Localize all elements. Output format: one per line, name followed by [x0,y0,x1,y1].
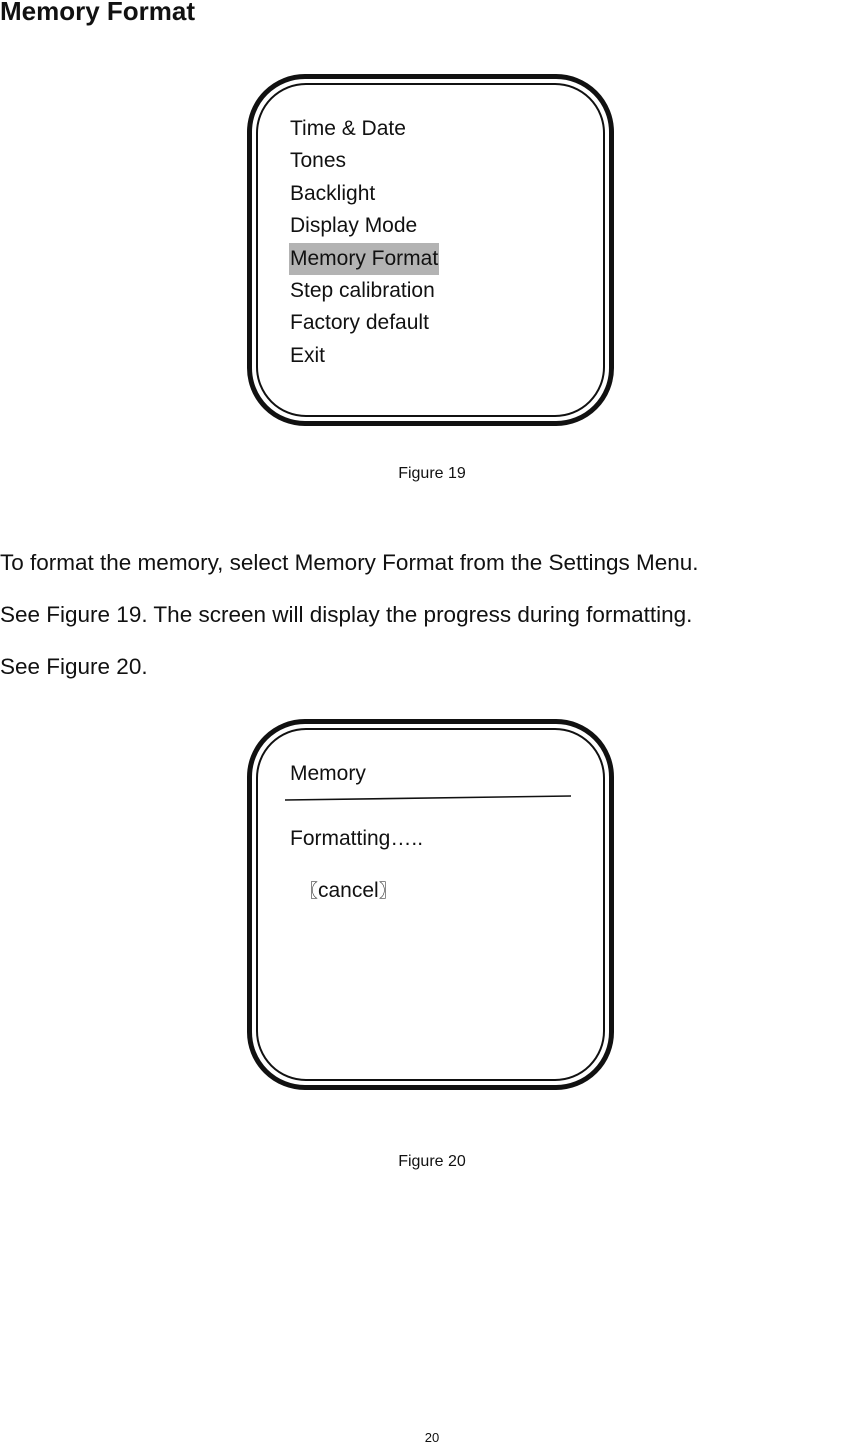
menu-item-display-mode[interactable]: Display Mode [290,214,418,238]
menu-item-time-date[interactable]: Time & Date [290,117,406,140]
instructions-line: See Figure 19. The screen will display the progress during formatting. [0,602,693,627]
settings-menu-screen [247,74,614,426]
settings-menu-list [289,113,439,372]
instructions-line: See Figure 20. [0,654,148,679]
menu-item-step-calibration[interactable]: Step calibration [290,278,435,302]
instructions-line: To format the memory, select Memory Format from the Settings Menu. [0,550,699,575]
formatting-screen [247,719,614,1090]
menu-item-tones[interactable]: Tones [290,149,347,173]
page-number: 20 [424,1430,440,1445]
formatting-status: Formatting….. [290,827,424,850]
menu-item-memory-format[interactable]: Memory Format [289,243,439,275]
screen-title: Memory [290,762,366,785]
instructions-paragraph [0,537,848,693]
menu-item-exit[interactable]: Exit [290,343,326,367]
cancel-bracket-close: 〗 [378,881,397,902]
page-heading: Memory Format [0,0,196,26]
figure-19-caption: Figure 19 [398,465,466,482]
menu-item-factory-default[interactable]: Factory default [290,311,429,335]
cancel-button[interactable] [300,877,397,903]
menu-item-backlight[interactable]: Backlight [290,181,376,205]
cancel-bracket-open: 〖 [300,881,318,902]
cancel-label: cancel [318,879,379,902]
title-divider [252,724,609,824]
title-divider-line [285,796,571,800]
figure-20-caption: Figure 20 [398,1153,466,1170]
